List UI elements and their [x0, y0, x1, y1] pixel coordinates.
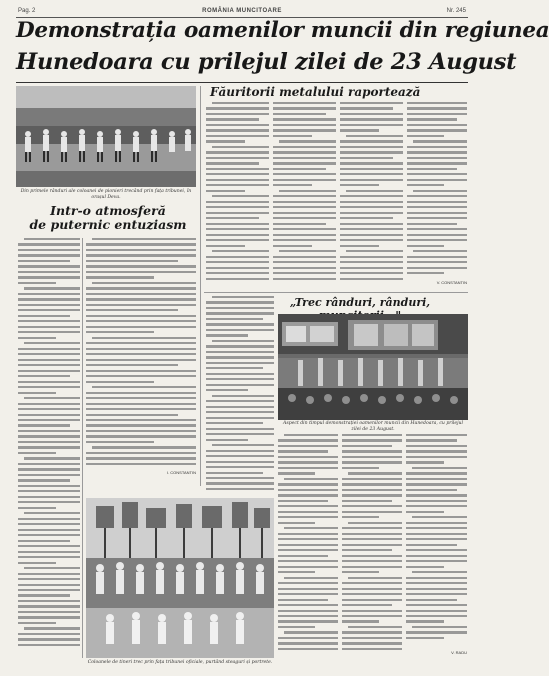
center-col-1 — [278, 434, 338, 658]
newspaper-name: ROMÂNIA MUNCITOARE — [202, 8, 282, 14]
center-left-col — [206, 296, 274, 496]
parade-photo-top — [16, 86, 196, 187]
demonstration-photo — [278, 314, 468, 420]
bottom-photo-caption: Coloanele de tineri trec prin fața tribunei oficiale, purtând steaguri și portrete. — [87, 660, 273, 665]
top-photo-caption: Din primele rânduri ale coloanei de pionieri trecând prin fața tribunei, în orașul Deva. — [20, 189, 192, 200]
issue-number: Nr. 245 — [446, 8, 466, 14]
section-rule — [204, 292, 468, 293]
right-article-title: Făuritorii metalului raportează — [210, 85, 421, 99]
headline-line-1: Demonstrația oamenilor muncii din regiunea — [16, 18, 549, 43]
left-article-title-1: Intr-o atmosferă — [50, 203, 166, 218]
running-header — [18, 8, 466, 17]
column-divider-1 — [82, 238, 83, 658]
left-col-1 — [18, 238, 80, 656]
right-top-col-4 — [407, 102, 467, 278]
center-article-title: „Trec rânduri, rânduri, — [289, 296, 431, 309]
center-col-2 — [342, 434, 402, 658]
left-col-2 — [86, 238, 196, 470]
column-divider-2 — [200, 86, 201, 486]
right-top-col-3 — [340, 102, 403, 284]
right-top-col-1 — [206, 102, 269, 284]
page-number: Pag. 2 — [18, 8, 36, 14]
parade-photo-bottom — [86, 498, 274, 658]
left-signature: I. CONSTANTIN — [166, 470, 196, 475]
right-top-col-2 — [273, 102, 336, 284]
right-top-signature: V. CONSTANTIN — [436, 280, 467, 285]
center-signature: V. RADU — [451, 650, 467, 655]
demonstration-photo-caption: Aspect din timpul demonstrației oamenilor muncii din Hunedoara, cu prilejul zilei de 23 August. — [283, 421, 463, 432]
left-article-title-2: de puternic entuziasm — [29, 217, 187, 232]
headline-rule — [16, 82, 468, 83]
headline-line-2: Hunedoara cu prilejul zilei de 23 August — [16, 49, 517, 75]
center-col-3 — [406, 434, 467, 648]
